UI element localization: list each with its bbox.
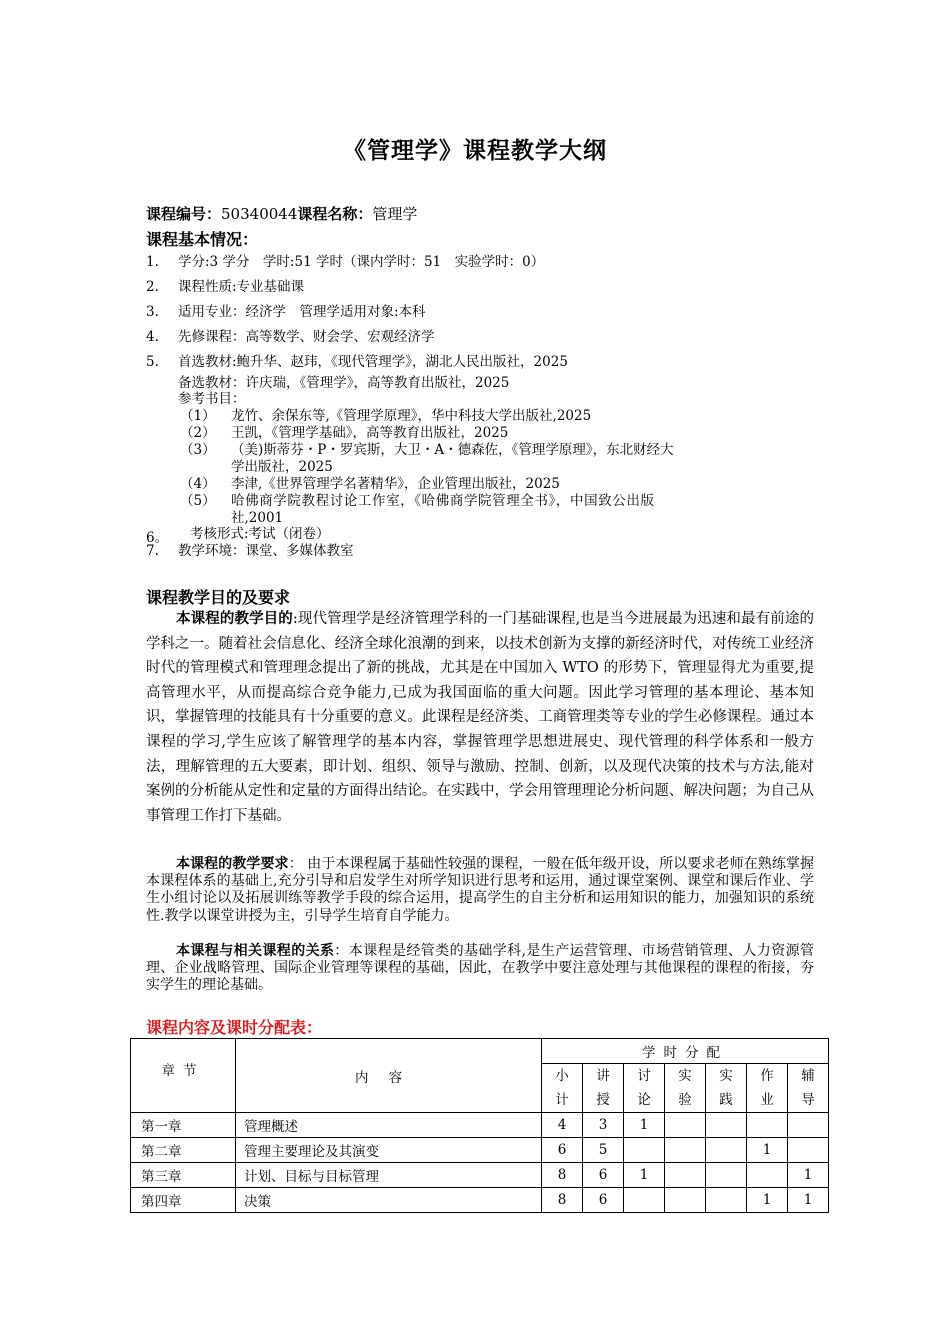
row-content: 决策: [236, 1188, 542, 1213]
cell-tutoring: [788, 1113, 829, 1138]
reference-text-continued: 社,2001: [231, 510, 284, 526]
cell-discussion: [624, 1188, 665, 1213]
header-content: 内容: [236, 1039, 542, 1113]
cell-experiment: [665, 1113, 706, 1138]
cell-experiment: [665, 1163, 706, 1188]
reference-number: （1）: [180, 408, 216, 424]
cell-homework: 1: [747, 1188, 788, 1213]
reference-number: （4）: [180, 476, 216, 492]
cell-tutoring: 1: [788, 1188, 829, 1213]
course-name-label: 课程名称：: [297, 205, 373, 223]
reference-text: （美)斯蒂芬・P・罗宾斯，大卫・A・德森佐，《管理学原理》，东北财经大: [231, 442, 674, 458]
column-header-experiment: 实 验: [665, 1064, 706, 1113]
relations-paragraph: [146, 943, 814, 995]
column-header-tutoring: 辅 导: [788, 1064, 829, 1113]
row-chapter: 第四章: [131, 1188, 236, 1213]
info-prerequisites: 先修课程：高等数学、财会学、宏观经济学: [178, 329, 435, 345]
item-number: 7.: [146, 543, 159, 559]
column-header-lecture: 讲 授: [583, 1064, 624, 1113]
cell-homework: [747, 1163, 788, 1188]
column-header-subtotal: 小 计: [542, 1064, 583, 1113]
row-content: 管理概述: [236, 1113, 542, 1138]
requirements-paragraph: [146, 856, 814, 925]
table-row: [131, 1163, 829, 1188]
info-credits: 学分:3 学分 学时:51 学时（课内学时：51 实验学时：0）: [178, 254, 545, 270]
table-row: [131, 1113, 829, 1138]
cell-practice: [706, 1188, 747, 1213]
reference-text-continued: 学出版社，2025: [231, 459, 333, 475]
info-environment: 教学环境：课堂、多媒体教室: [178, 543, 354, 559]
row-content: 管理主要理论及其演变: [236, 1138, 542, 1163]
hours-allocation-table: [130, 1038, 829, 1213]
info-primary-textbook: 首选教材:鲍升华、赵玮，《现代管理学》，湖北人民出版社，2025: [178, 354, 568, 370]
column-header-homework: 作 业: [747, 1064, 788, 1113]
header-chapter: 章节: [131, 1039, 236, 1113]
cell-practice: [706, 1138, 747, 1163]
cell-experiment: [665, 1138, 706, 1163]
info-majors: 适用专业：经济学 管理学适用对象:本科: [178, 304, 426, 320]
purpose-label: 本课程的教学目的: [176, 611, 293, 627]
cell-discussion: 1: [624, 1163, 665, 1188]
relations-label: 本课程与相关课程的关系: [176, 943, 335, 959]
cell-homework: 1: [747, 1138, 788, 1163]
column-header-discussion: 讨 论: [624, 1064, 665, 1113]
cell-lecture: 6: [583, 1163, 624, 1188]
requirements-label: 本课程的教学要求: [176, 856, 289, 872]
cell-subtotal: 6: [542, 1138, 583, 1163]
cell-discussion: 1: [624, 1113, 665, 1138]
reference-text: 王凯，《管理学基础》，高等教育出版社，2025: [231, 425, 509, 441]
column-header-practice: 实 践: [706, 1064, 747, 1113]
reference-number: （5）: [180, 493, 216, 509]
item-number: 2.: [146, 279, 159, 295]
table-row: [131, 1138, 829, 1163]
item-number: 6。: [146, 530, 169, 546]
basic-info-heading: 课程基本情况：: [146, 230, 259, 249]
objectives-heading: 课程教学目的及要求: [146, 588, 291, 607]
cell-subtotal: 4: [542, 1113, 583, 1138]
row-chapter: 第三章: [131, 1163, 236, 1188]
header-hours-allocation: 学时分配: [542, 1039, 829, 1064]
cell-subtotal: 8: [542, 1188, 583, 1213]
course-code-value: 50340044: [221, 205, 298, 223]
cell-tutoring: 1: [788, 1163, 829, 1188]
reference-text: 李津,《世界管理学名著精华》，企业管理出版社，2025: [231, 476, 560, 492]
course-code-label: 课程编号：: [146, 205, 222, 223]
row-chapter: 第一章: [131, 1113, 236, 1138]
cell-experiment: [665, 1188, 706, 1213]
cell-discussion: [624, 1138, 665, 1163]
info-alternate-textbook: 备选教材：许庆瑞，《管理学》，高等教育出版社，2025: [178, 375, 510, 391]
item-number: 4.: [146, 329, 159, 345]
purpose-text: :现代管理学是经济管理学科的一门基础课程,也是当今进展最为迅速和最有前途的学科之一。随着社会信息化、经济全球化浪潮的到来，以技术创新为支撑的新经济时代，对传统工业经济时代的管理模式和管理理念提出了新的挑战，尤其是在中国加入 WTO 的形势下，管理显得尤为重要,提高管理水平，从而提高综合竞争能力,已成为我国面临的重大问题。因此学习管理的基本理论、基本知识，掌握管理的技能具有十分重要的意义。此课程是经济类、工商管理类等专业的学生必修课程。通过本课程的学习,学生应该了解管理学的基本内容，掌握管理学思想进展史、现代管理的科学体系和一般方法，理解管理的五大要素，即计划、组织、领导与激励、控制、创新，以及现代决策的技术与方法,能对案例的分析能从定性和定量的方面得出结论。在实践中，学会用管理理论分析问题、解决问题；为自己从事管理工作打下基础。: [146, 611, 815, 824]
row-chapter: 第二章: [131, 1138, 236, 1163]
reference-number: （2）: [180, 425, 216, 441]
course-name-value: 管理学: [372, 205, 418, 223]
info-nature: 课程性质:专业基础课: [178, 279, 305, 295]
info-assessment: 考核形式:考试（闭卷）: [190, 526, 330, 542]
requirements-text: ： 由于本课程属于基础性较强的课程，一般在低年级开设，所以要求老师在熟练掌握本课程体系的基础上,充分引导和启发学生对所学知识进行思考和运用，通过课堂案例、课堂和课后作业、学生小组讨论以及拓展训练等教学手段的综合运用，提高学生的自主分析和运用知识的能力，加强知识的系统性.教学以课堂讲授为主，引导学生培育自学能力。: [146, 856, 815, 924]
reference-text: 哈佛商学院教程讨论工作室，《哈佛商学院管理全书》，中国致公出版: [231, 493, 655, 509]
info-references-label: 参考书目：: [178, 391, 246, 407]
reference-text: 龙竹、余保东等,《管理学原理》，华中科技大学出版社,2025: [231, 408, 592, 424]
cell-tutoring: [788, 1138, 829, 1163]
relations-text: ：本课程是经管类的基础学科,是生产运营管理、市场营销管理、人力资源管理、企业战略管理、国际企业管理等课程的基础，因此，在教学中要注意处理与其他课程的课程的衔接，夯实学生的理论基础。: [146, 943, 814, 994]
item-number: 1.: [146, 254, 159, 270]
cell-lecture: 5: [583, 1138, 624, 1163]
allocation-heading: 课程内容及课时分配表：: [146, 1018, 323, 1037]
row-content: 计划、目标与目标管理: [236, 1163, 542, 1188]
cell-subtotal: 8: [542, 1163, 583, 1188]
table-row: [131, 1188, 829, 1213]
reference-number: （3）: [180, 442, 216, 458]
cell-practice: [706, 1163, 747, 1188]
cell-homework: [747, 1113, 788, 1138]
document-title: 《管理学》课程教学大纲: [343, 138, 607, 164]
purpose-paragraph: [146, 607, 814, 828]
cell-practice: [706, 1113, 747, 1138]
course-code-line: [146, 203, 417, 224]
cell-lecture: 3: [583, 1113, 624, 1138]
item-number: 3.: [146, 304, 159, 320]
item-number: 5.: [146, 354, 159, 370]
cell-lecture: 6: [583, 1188, 624, 1213]
